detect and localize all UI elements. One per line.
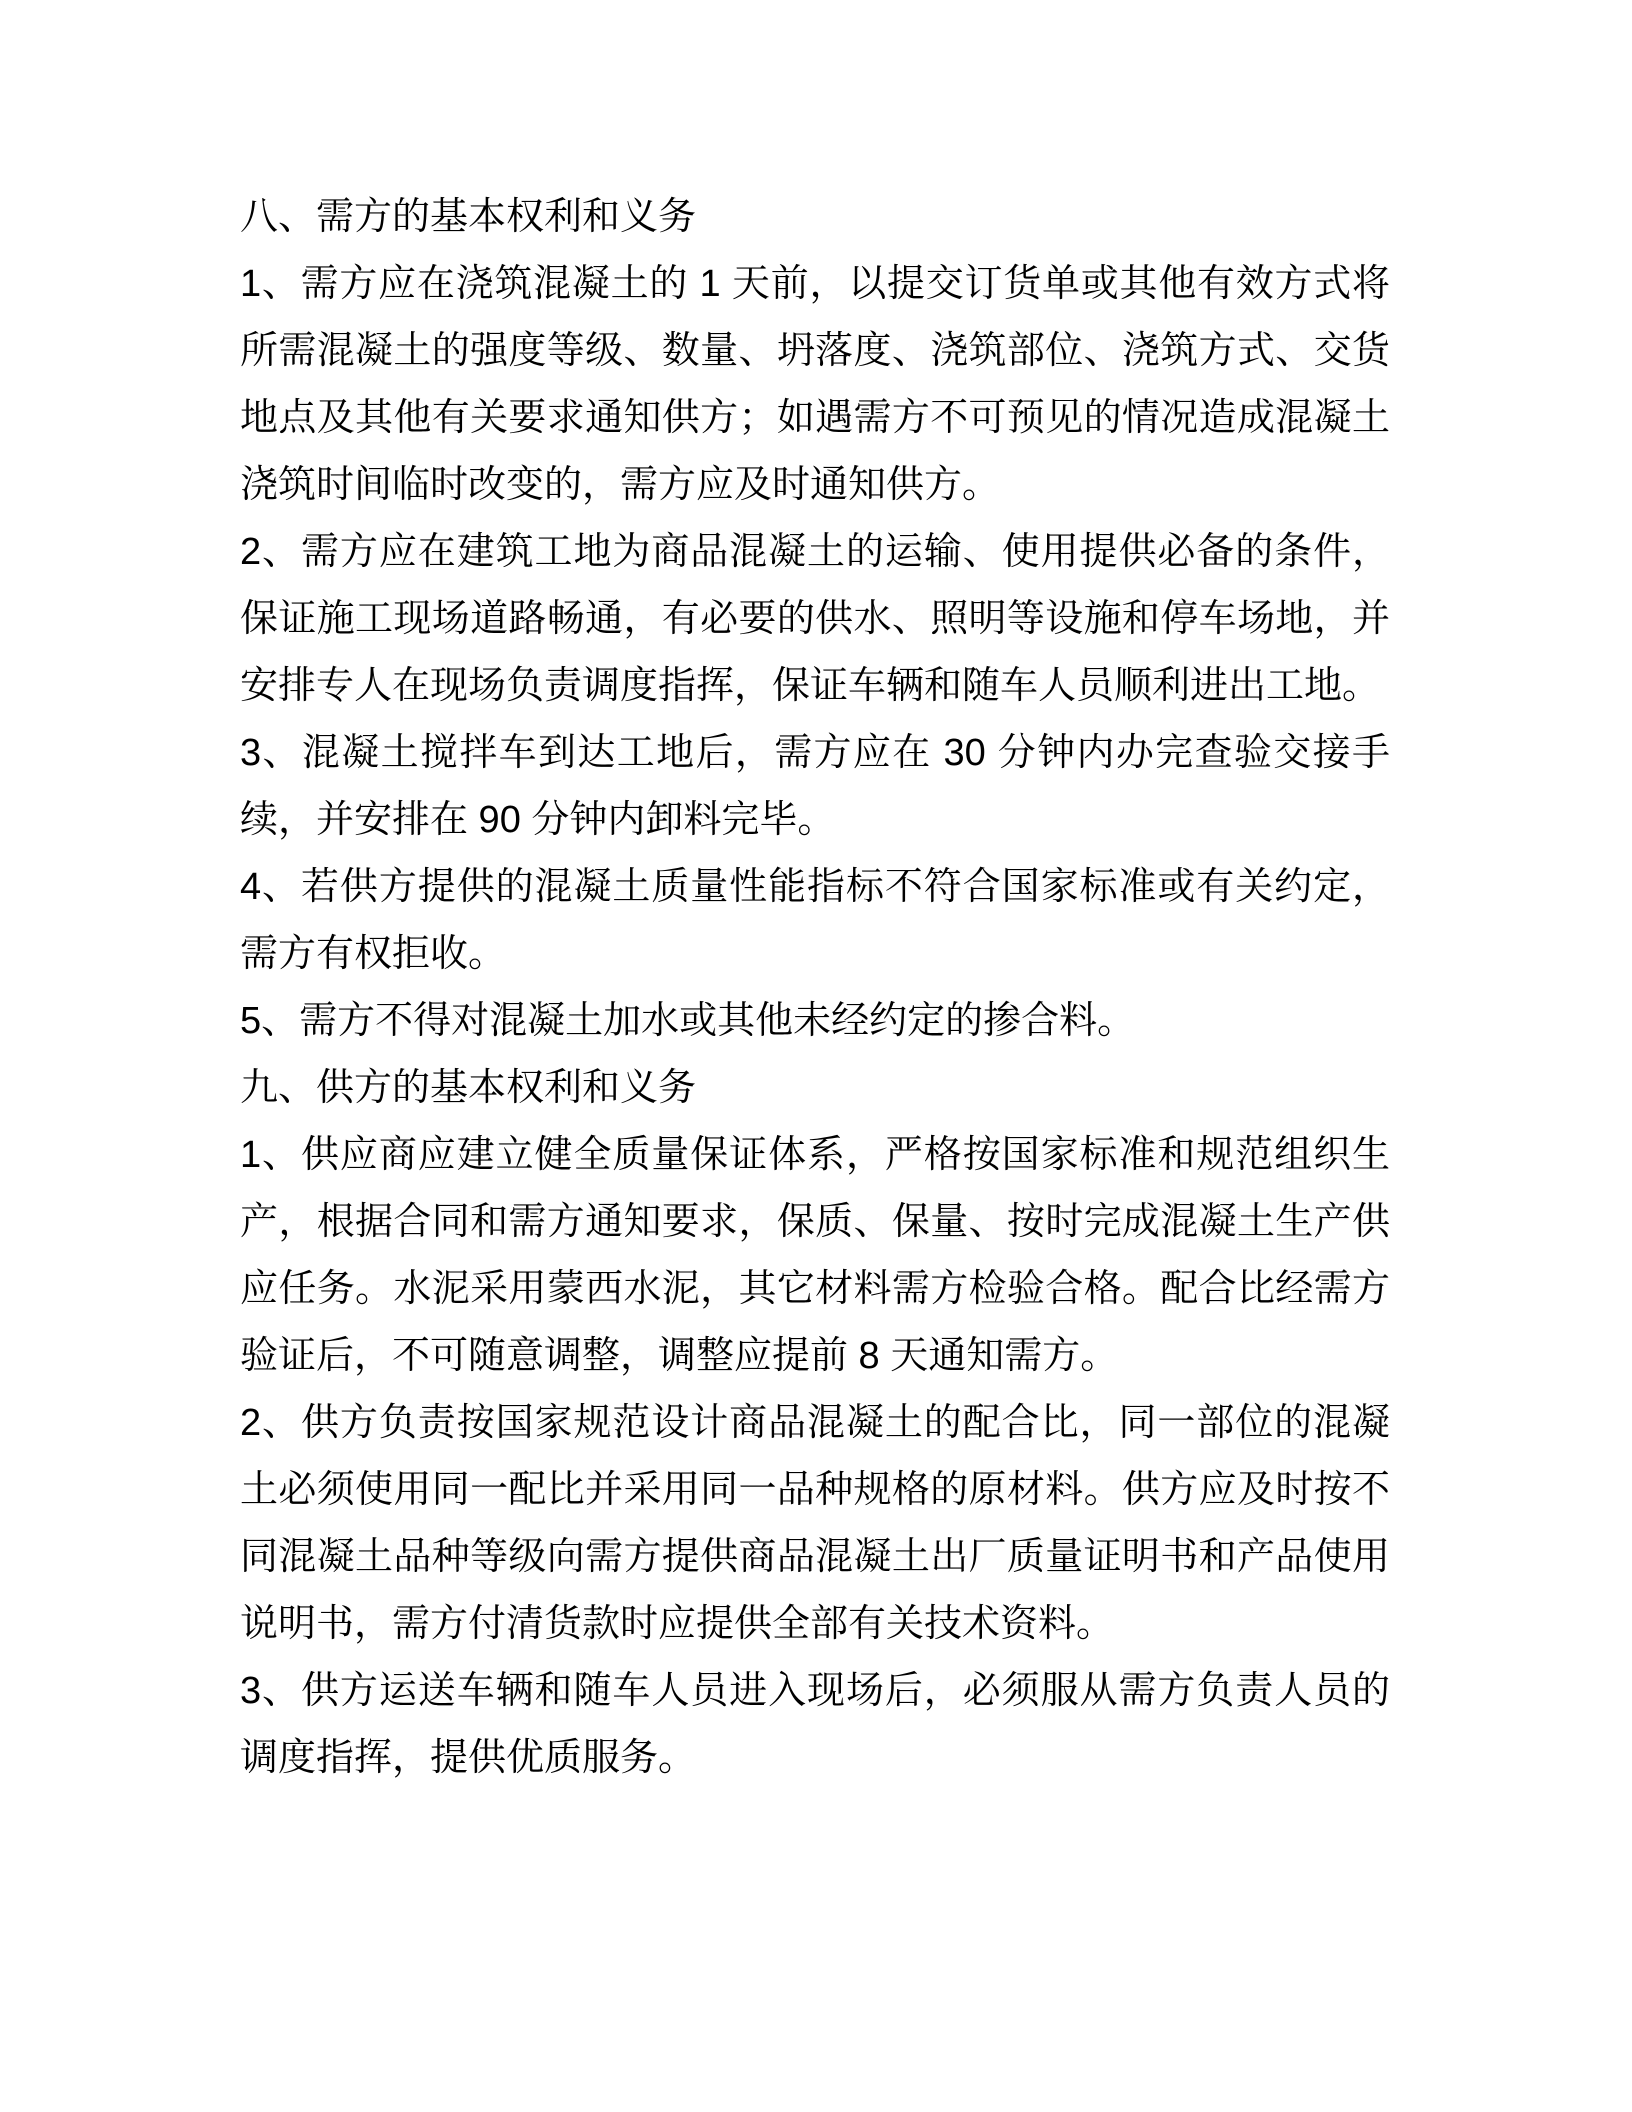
section-8-clause-5: 5、需方不得对混凝土加水或其他未经约定的掺合料。 xyxy=(240,1000,1136,1042)
section-8-clause-1: 1、需方应在浇筑混凝土的 1 天前，以提交订货单或其他有效方式将所需混凝土的强度等级、数量、坍落度、浇筑部位、浇筑方式、交货地点及其他有关要求通知供方；如遇需方不可预见的情况造成混凝土浇筑时间临时改变的，需方应及时通知供方。 xyxy=(240,263,1390,506)
section-9-clause-3: 3、供方运送车辆和随车人员进入现场后，必须服从需方负责人员的调度指挥，提供优质服务。 xyxy=(240,1670,1390,1779)
section-8-heading: 八、需方的基本权利和义务 xyxy=(240,196,697,238)
section-8-clause-3: 3、混凝土搅拌车到达工地后，需方应在 30 分钟内办完查验交接手续，并安排在 90 分钟内卸料完毕。 xyxy=(240,732,1390,841)
section-9-clause-1: 1、供应商应建立健全质量保证体系，严格按国家标准和规范组织生产，根据合同和需方通知要求，保质、保量、按时完成混凝土生产供应任务。水泥采用蒙西水泥，其它材料需方检验合格。配合比经需方验证后，不可随意调整，调整应提前 8 天通知需方。 xyxy=(240,1134,1390,1377)
section-9-heading: 九、供方的基本权利和义务 xyxy=(240,1067,697,1109)
section-9-clause-2: 2、供方负责按国家规范设计商品混凝土的配合比，同一部位的混凝土必须使用同一配比并采用同一品种规格的原材料。供方应及时按不同混凝土品种等级向需方提供商品混凝土出厂质量证明书和产品使用说明书，需方付清货款时应提供全部有关技术资料。 xyxy=(240,1402,1390,1645)
document-content xyxy=(240,184,1390,1792)
section-8-clause-4: 4、若供方提供的混凝土质量性能指标不符合国家标准或有关约定，需方有权拒收。 xyxy=(240,866,1390,975)
section-8-clause-2: 2、需方应在建筑工地为商品混凝土的运输、使用提供必备的条件，保证施工现场道路畅通，有必要的供水、照明等设施和停车场地，并安排专人在现场负责调度指挥，保证车辆和随车人员顺利进出工地。 xyxy=(240,531,1390,707)
